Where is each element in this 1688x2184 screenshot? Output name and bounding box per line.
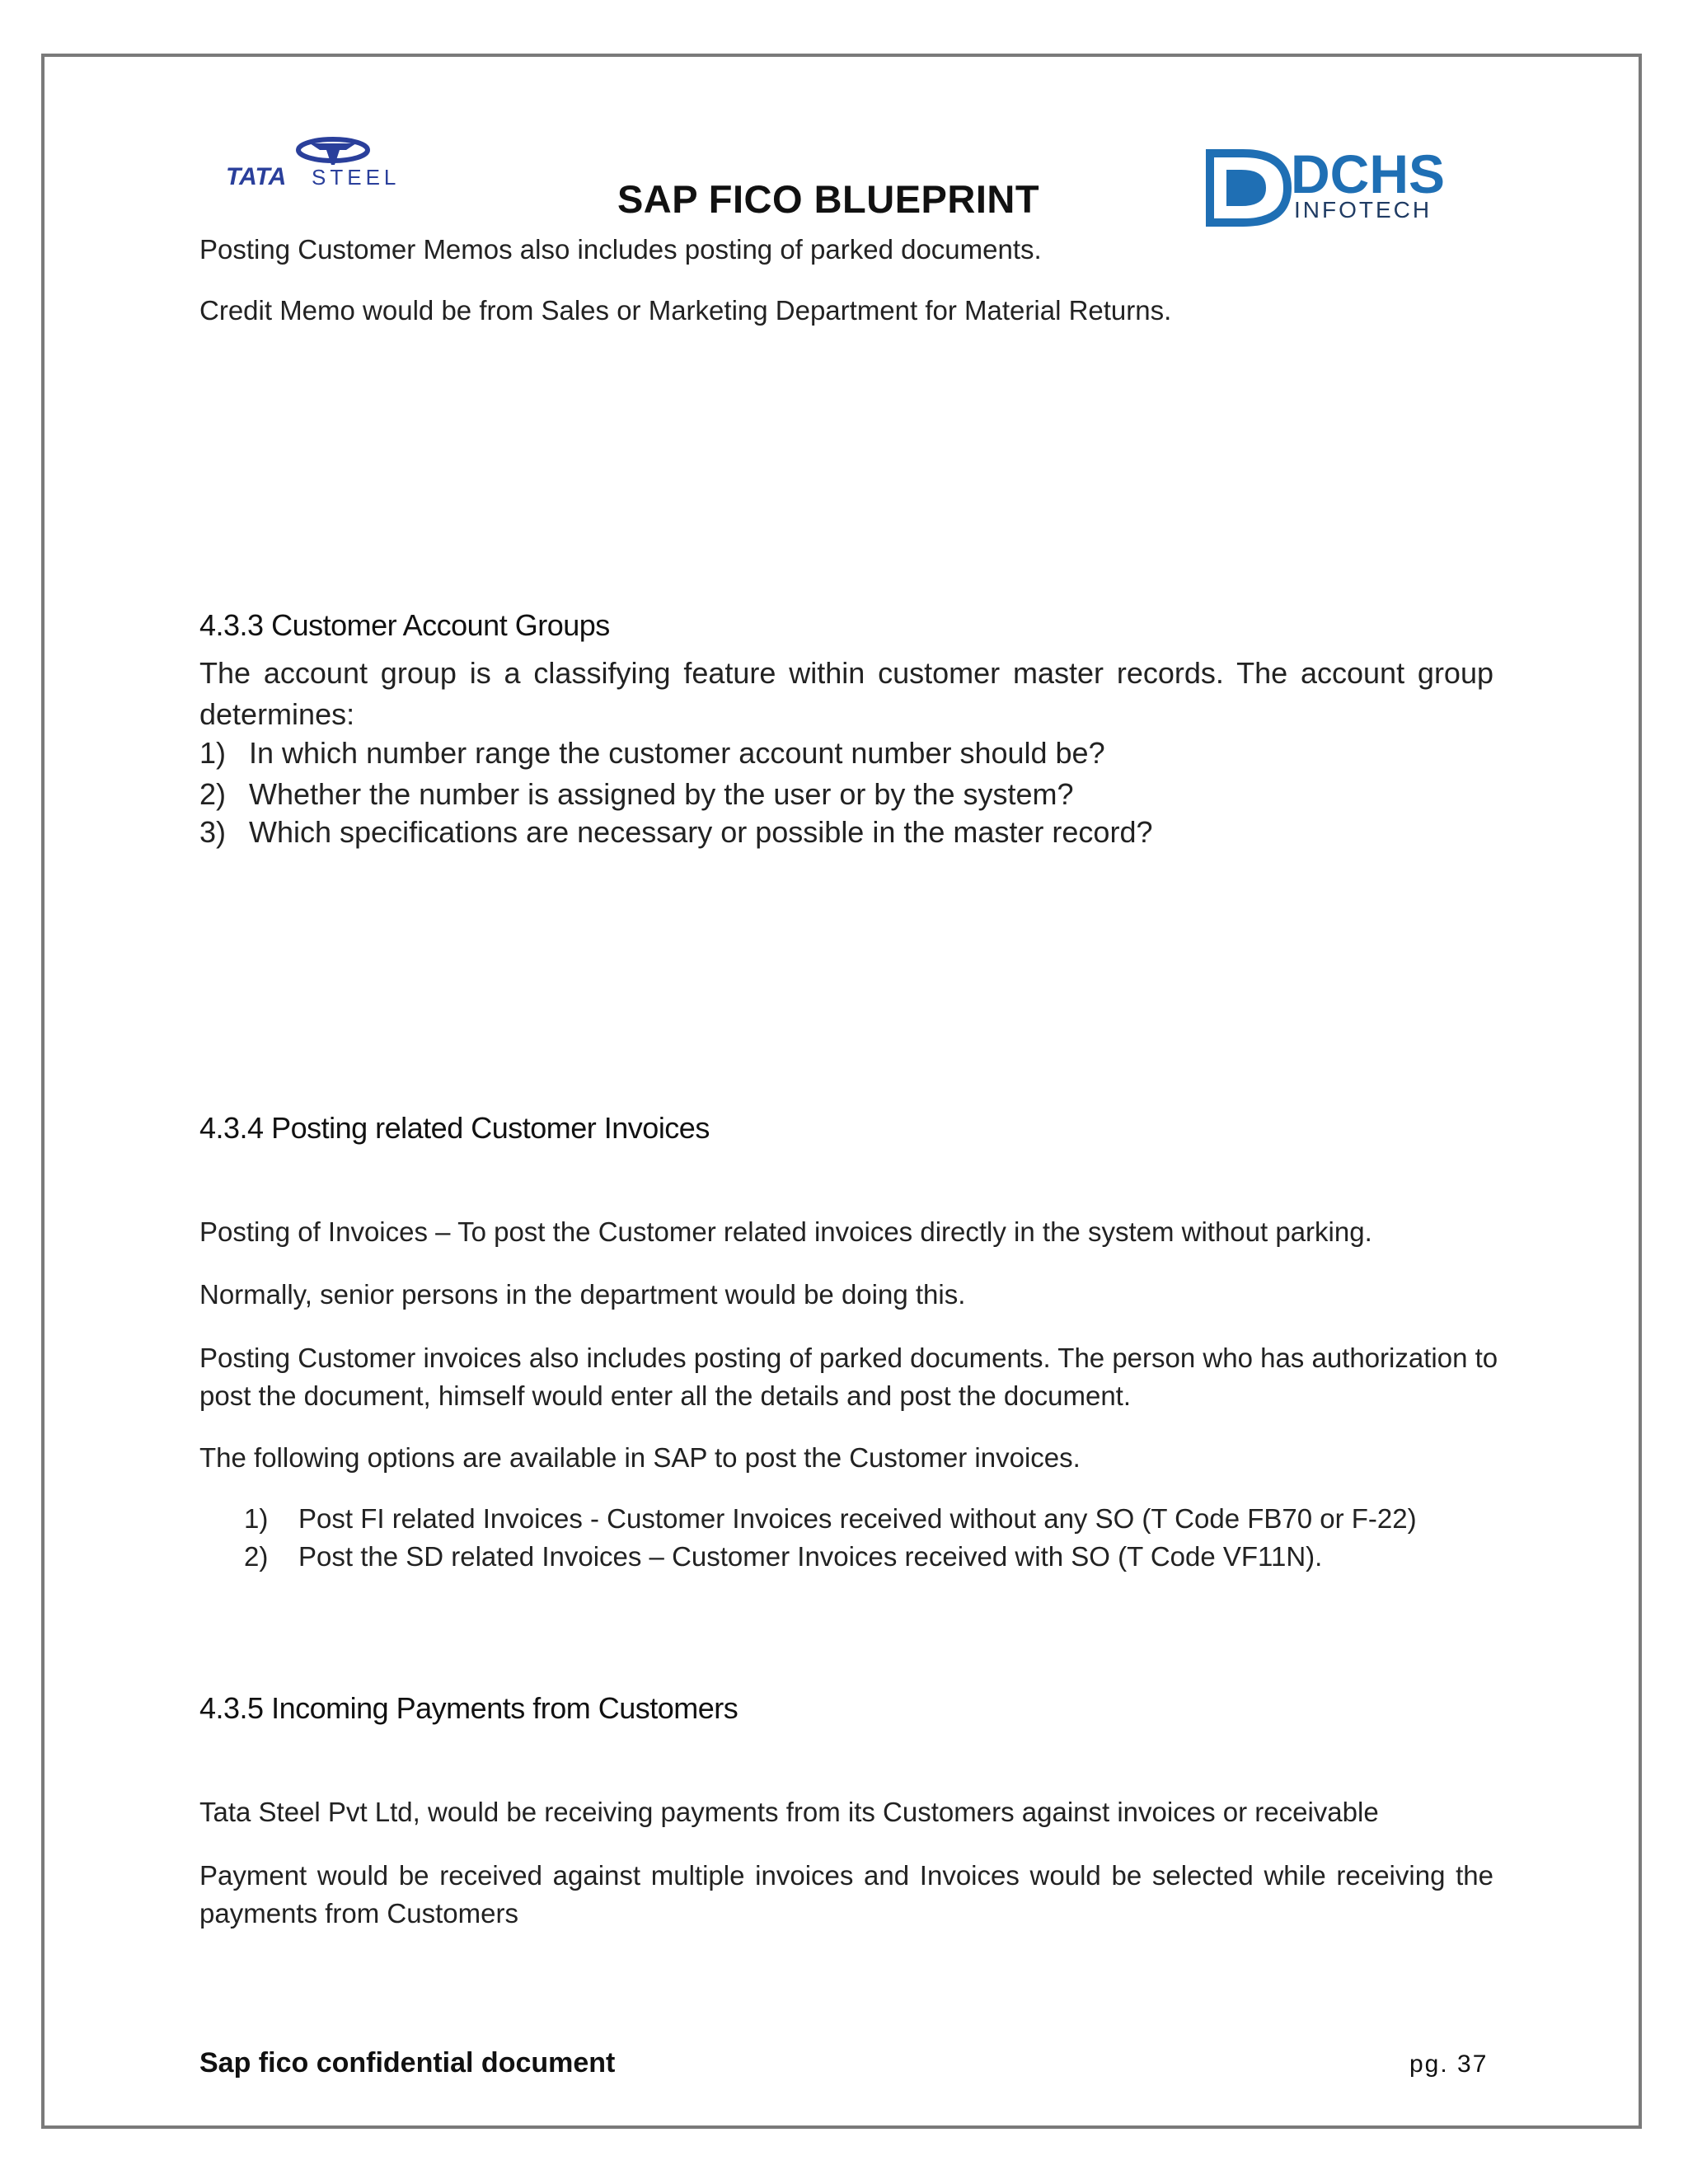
list-item [244,1538,1322,1576]
section-434-paragraph: Posting Customer invoices also includes posting of parked documents. The person who has authorization to post the document, himself would enter all the details and post the document. [199,1343,1498,1411]
section-heading-434: 4.3.4 Posting related Customer Invoices [199,1111,710,1145]
footer-confidential: Sap fico confidential document [199,2047,616,2079]
list-text: Whether the number is assigned by the user or by the system? [249,777,1074,811]
list-item [199,813,1153,852]
list-item [199,775,1074,814]
section-434-paragraph: The following options are available in SAP to post the Customer invoices. [199,1442,1081,1473]
list-number: 1) [199,736,227,770]
tata-logo-text-2: STEEL [312,165,401,190]
page-title: SAP FICO BLUEPRINT [617,177,1040,221]
list-item [199,733,1105,773]
list-number: 1) [244,1503,269,1534]
dchs-logo-text: DCHS [1291,145,1446,204]
tata-logo-text-1: TATA [226,163,287,190]
list-number: 2) [244,1541,269,1572]
list-text: Post the SD related Invoices – Customer Invoices received with SO (T Code VF11N). [298,1541,1323,1572]
list-item [244,1500,1417,1538]
section-434-paragraph: Normally, senior persons in the department would be doing this. [199,1279,966,1310]
section-433-body: The account group is a classifying feature within customer master records. The account group determines: [199,656,1493,731]
page-number: pg. 37 [1409,2050,1489,2078]
section-heading-435: 4.3.5 Incoming Payments from Customers [199,1691,738,1725]
list-text: Which specifications are necessary or possible in the master record? [249,815,1153,849]
section-435-paragraph: Tata Steel Pvt Ltd, would be receiving payments from its Customers against invoices or receivable [199,1797,1379,1827]
list-text: Post FI related Invoices - Customer Invoices received without any SO (T Code FB70 or F-22) [298,1503,1417,1534]
section-435-paragraph: Payment would be received against multiple invoices and Invoices would be selected while receiving the payments from Customers [199,1860,1493,1929]
list-number: 3) [199,815,227,849]
section-434-paragraph: Posting of Invoices – To post the Customer related invoices directly in the system without parking. [199,1216,1372,1247]
section-heading-433: 4.3.3 Customer Account Groups [199,608,610,642]
intro-paragraph: Credit Memo would be from Sales or Marketing Department for Material Returns. [199,295,1172,326]
list-number: 2) [199,777,227,811]
list-text: In which number range the customer account number should be? [249,736,1105,770]
infotech-logo-text: INFOTECH [1294,197,1432,223]
intro-paragraph: Posting Customer Memos also includes posting of parked documents. [199,234,1042,265]
